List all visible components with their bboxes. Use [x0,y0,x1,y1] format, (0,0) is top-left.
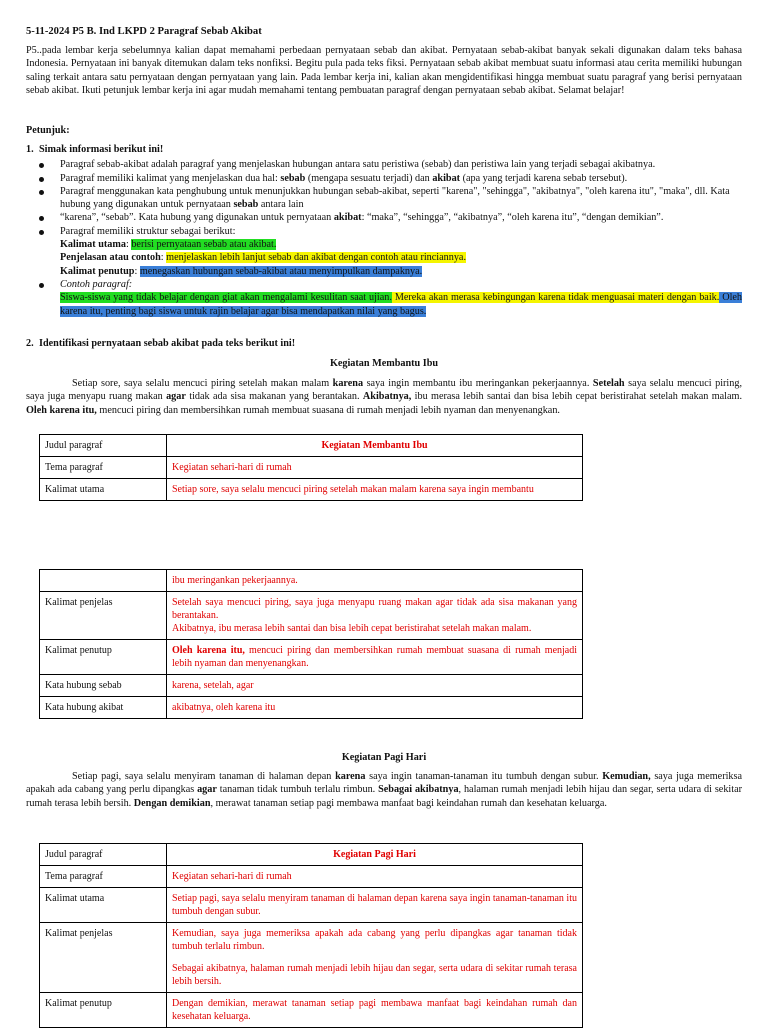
petunjuk-heading: Petunjuk: [26,125,70,136]
analysis-table-1-continued [39,569,583,719]
kalimat-penutup-label: Kalimat penutup [60,265,135,277]
list-item: Paragraf menggunakan kata penghubung untuk menunjukkan hubungan sebab-akibat, seperti "karena", "sehingga", "akibatnya", "oleh karena itu", "maka", dll. Kata hubung yang digunakan untuk pernyataan sebab antara lain [60,185,742,212]
table-row: Judul paragraf Kegiatan Membantu Ibu [40,435,583,457]
step-2-number: 2. [26,338,34,349]
table-row: Kata hubung akibat akibatnya, oleh karena itu [40,697,583,719]
penjelasan-label: Penjelasan atau contoh [60,252,161,264]
step-1-number: 1. [26,144,34,155]
analysis-table-1 [39,434,583,501]
step-1-bullets [26,158,742,318]
table-row: Kalimat penjelas Setelah saya mencuci piring, saya juga menyapu ruang makan agar tidak ada sisa makanan yang berantakan. Akibatnya, ibu merasa lebih santai dan bisa lebih cepat beristirahat setelah makan malam. [40,592,583,640]
intro-paragraph: P5..pada lembar kerja sebelumnya kalian dapat memahami perbedaan pernyataan sebab dan akibat. Pernyataan sebab-akibat banyak sekali digunakan dalam teks bahasa Indonesia. Pernyataan ini banyak ditemukan dalam teks nonfiksi. Begitu pula pada teks fiksi. Pernyataan sebab akibat membuat suatu informasi atau cerita memiliki hubungan saling terkait antara satu pernyataan dengan pernyataan yang lain. Pada lembar kerja ini, kalian akan mengidentifikasi hingga membuat suatu paragraf yang berisi pernyataan sebab akibat. Ikuti petunjuk lembar kerja ini agar mudah memahami tentang pembuatan paragraf dengan pernyataan sebab akibat. Selamat belajar! [26,45,742,96]
table-row: Judul paragraf Kegiatan Pagi Hari [40,844,583,866]
table-row: Kalimat utama Setiap sore, saya selalu mencuci piring setelah makan malam karena saya ingin membantu [40,479,583,501]
list-item: “karena”, “sebab”. Kata hubung yang digunakan untuk pernyataan akibat: “maka”, “sehingga”, “akibatnya”, “oleh karena itu”, “dengan demikian”. [60,211,742,224]
table-row: Tema paragraf Kegiatan sehari-hari di rumah [40,866,583,888]
document-title: 5-11-2024 P5 B. Ind LKPD 2 Paragraf Sebab Akibat [26,26,262,37]
step-2 [26,337,742,350]
analysis-table-2 [39,843,583,1028]
table-row: Kata hubung sebab karena, setelah, agar [40,675,583,697]
table-row: Kalimat penutup Dengan demikian, merawat tanaman setiap pagi membawa manfaat bagi keindahan rumah dan kesehatan keluarga. [40,993,583,1028]
table-row: Kalimat utama Setiap pagi, saya selalu menyiram tanaman di halaman depan karena saya ingin tanaman-tanaman itu tumbuh dengan subur. [40,888,583,923]
table-row: Kalimat penutup Oleh karena itu, mencuci piring dan membersihkan rumah membuat suasana di rumah menjadi lebih nyaman dan menyenangkan. [40,640,583,675]
story-2-paragraph: Setiap pagi, saya selalu menyiram tanaman di halaman depan karena saya ingin tanaman-tanaman itu tumbuh dengan subur. Kemudian, saya juga memeriksa apakah ada cabang yang perlu dipangkas agar tanaman tidak tumbuh terlalu rimbun. Sebagai akibatnya, halaman rumah menjadi lebih hijau dan segar, serta udara di sekitar rumah terasa lebih bersih. Dengan demikian, merawat tanaman setiap pagi membawa manfaat bagi keindahan rumah dan kesehatan keluarga. [26,771,742,809]
list-item: Paragraf memiliki kalimat yang menjelaskan dua hal: sebab (mengapa sesuatu terjadi) dan akibat (apa yang terjadi karena sebab tersebut). [60,172,742,185]
story-2-heading: Kegiatan Pagi Hari [341,752,427,763]
story-1-paragraph: Setiap sore, saya selalu mencuci piring setelah makan malam karena saya ingin membantu ibu meringankan pekerjaannya. Setelah saya selalu mencuci piring, saya juga menyapu ruang makan agar tidak ada sisa makanan yang berantakan. Akibatnya, ibu merasa lebih santai dan bisa lebih cepat beristirahat setelah makan malam. Oleh karena itu, mencuci piring dan membersihkan rumah membuat suasana di rumah menjadi lebih nyaman dan menyenangkan. [26,378,743,416]
table-row: Tema paragraf Kegiatan sehari-hari di rumah [40,457,583,479]
kalimat-penutup-def: menegaskan hubungan sebab-akibat atau menyimpulkan dampaknya. [139,265,423,277]
step-2-title: Identifikasi pernyataan sebab akibat pada teks berikut ini! [39,338,296,349]
list-item [60,278,742,318]
list-item: Paragraf sebab-akibat adalah paragraf yang menjelaskan hubungan antara satu peristiwa (sebab) dan peristiwa lain yang terjadi sebagai akibatnya. [60,158,742,171]
contoh-label: Contoh paragraf: [60,278,133,290]
step-1-title: Simak informasi berikut ini! [39,144,164,155]
story-1-heading: Kegiatan Membantu Ibu [329,358,439,369]
list-item: Paragraf memiliki struktur sebagai berikut: Kalimat utama: berisi pernyataan sebab atau akibat. Penjelasan atau contoh: menjelaskan lebih lanjut sebab dan akibat dengan contoh atau rinciannya. Kalimat penutup: menegaskan hubungan sebab-akibat atau menyimpulkan dampaknya. [60,225,742,278]
table-row: Kalimat penjelas Kemudian, saya juga memeriksa apakah ada cabang yang perlu dipangkas agar tanaman tidak tumbuh terlalu rimbun. Sebagai akibatnya, halaman rumah menjadi lebih hijau dan segar, serta udara di sekitar rumah terasa lebih bersih. [40,923,583,993]
step-1 [26,143,742,318]
kalimat-utama-label: Kalimat utama [60,239,126,251]
kalimat-utama-def: berisi pernyataan sebab atau akibat. [131,239,277,251]
penjelasan-def: menjelaskan lebih lanjut sebab dan akibat dengan contoh atau rinciannya. [166,252,467,264]
table-row: ibu meringankan pekerjaannya. [40,570,583,592]
example-paragraph: Siswa-siswa yang tidak belajar dengan giat akan mengalami kesulitan saat ujian. Mereka akan merasa kebingungan karena tidak menguasai materi dengan baik. Oleh karena itu, penting bagi siswa untuk rajin belajar agar bisa mendapatkan nilai yang bagus. [60,292,743,317]
